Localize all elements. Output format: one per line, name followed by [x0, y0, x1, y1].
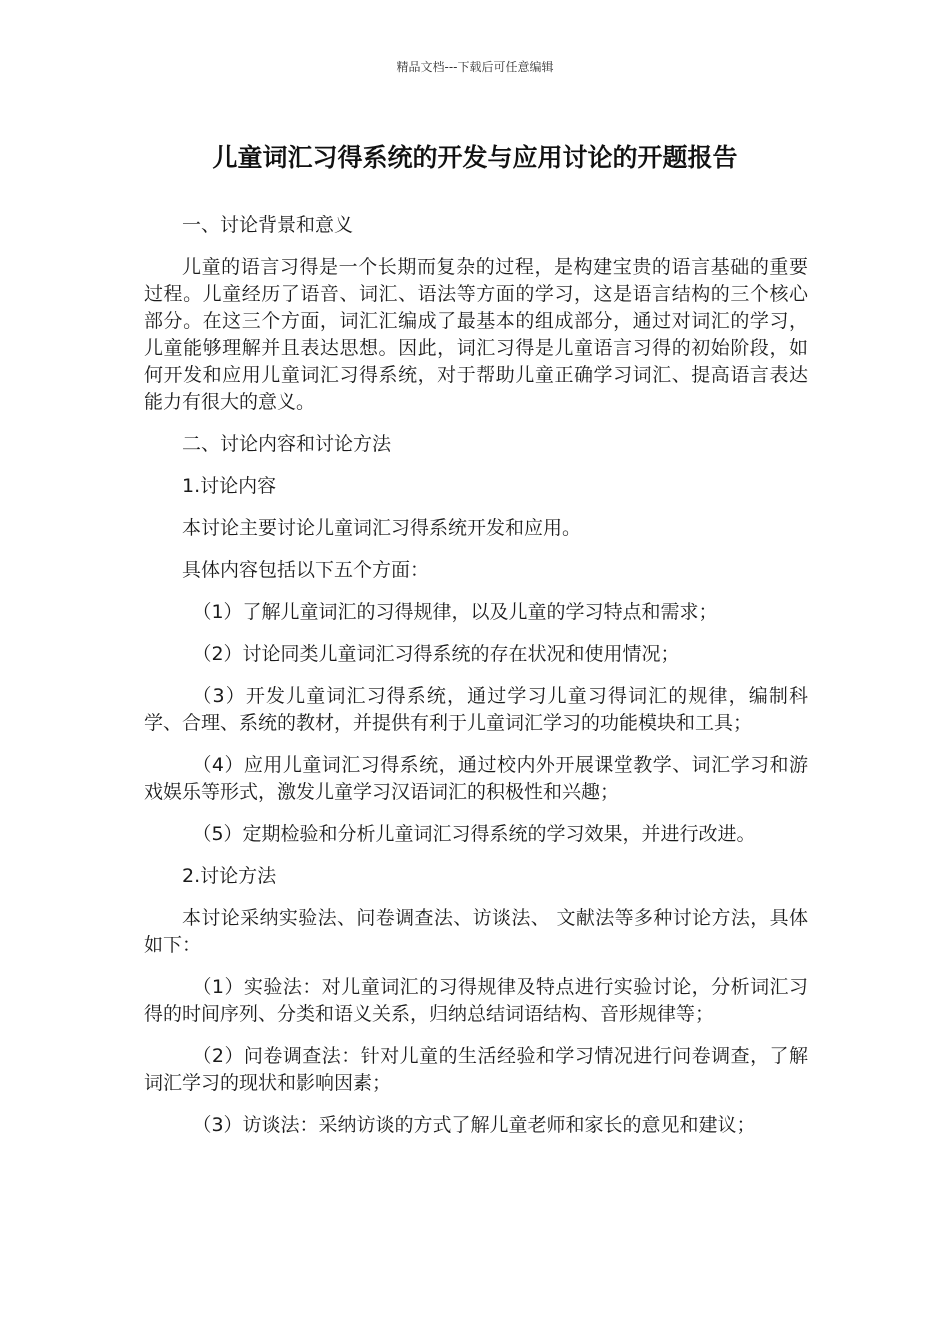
paragraph-methods-intro: 本讨论采纳实验法、问卷调查法、访谈法、 文献法等多种讨论方法，具体如下： [144, 907, 808, 956]
section-heading-background: 一、讨论背景和意义 [182, 214, 354, 236]
list-item-content-5: （5）定期检验和分析儿童词汇习得系统的学习效果，并进行改进。 [192, 823, 756, 845]
section-heading-content-methods: 二、讨论内容和讨论方法 [182, 433, 392, 455]
subsection-heading-content: 1.讨论内容 [182, 475, 277, 497]
document-body [144, 212, 808, 1154]
document-title: 儿童词汇习得系统的开发与应用讨论的开题报告 [212, 143, 738, 172]
list-item-method-3: （3）访谈法：采纳访谈的方式了解儿童老师和家长的意见和建议； [192, 1114, 756, 1136]
list-item-content-3: （3）开发儿童词汇习得系统，通过学习儿童习得词汇的规律，编制科学、合理、系统的教材，并提供有利于儿童词汇学习的功能模块和工具； [144, 685, 808, 734]
list-item-content-1: （1）了解儿童词汇的习得规律，以及儿童的学习特点和需求； [192, 601, 718, 623]
page-header-note: 精品文档---下载后可任意编辑 [396, 60, 554, 74]
paragraph-content-list-intro: 具体内容包括以下五个方面： [182, 559, 430, 581]
paragraph-content-intro: 本讨论主要讨论儿童词汇习得系统开发和应用。 [182, 517, 582, 539]
list-item-method-2: （2）问卷调查法：针对儿童的生活经验和学习情况进行问卷调查，了解词汇学习的现状和影响因素； [144, 1045, 808, 1094]
list-item-method-1: （1）实验法：对儿童词汇的习得规律及特点进行实验讨论，分析词汇习得的时间序列、分类和语义关系，归纳总结词语结构、音形规律等； [144, 976, 808, 1025]
list-item-content-4: （4）应用儿童词汇习得系统，通过校内外开展课堂教学、词汇学习和游戏娱乐等形式，激发儿童学习汉语词汇的积极性和兴趣； [144, 754, 808, 803]
list-item-content-2: （2）讨论同类儿童词汇习得系统的存在状况和使用情况； [192, 643, 680, 665]
paragraph-background: 儿童的语言习得是一个长期而复杂的过程，是构建宝贵的语言基础的重要过程。儿童经历了语音、词汇、语法等方面的学习，这是语言结构的三个核心部分。在这三个方面，词汇汇编成了最基本的组成部分，通过对词汇的学习，儿童能够理解并且表达思想。因此，词汇习得是儿童语言习得的初始阶段，如何开发和应用儿童词汇习得系统，对于帮助儿童正确学习词汇、提高语言表达能力有很大的意义。 [144, 256, 808, 413]
subsection-heading-methods: 2.讨论方法 [182, 865, 277, 887]
